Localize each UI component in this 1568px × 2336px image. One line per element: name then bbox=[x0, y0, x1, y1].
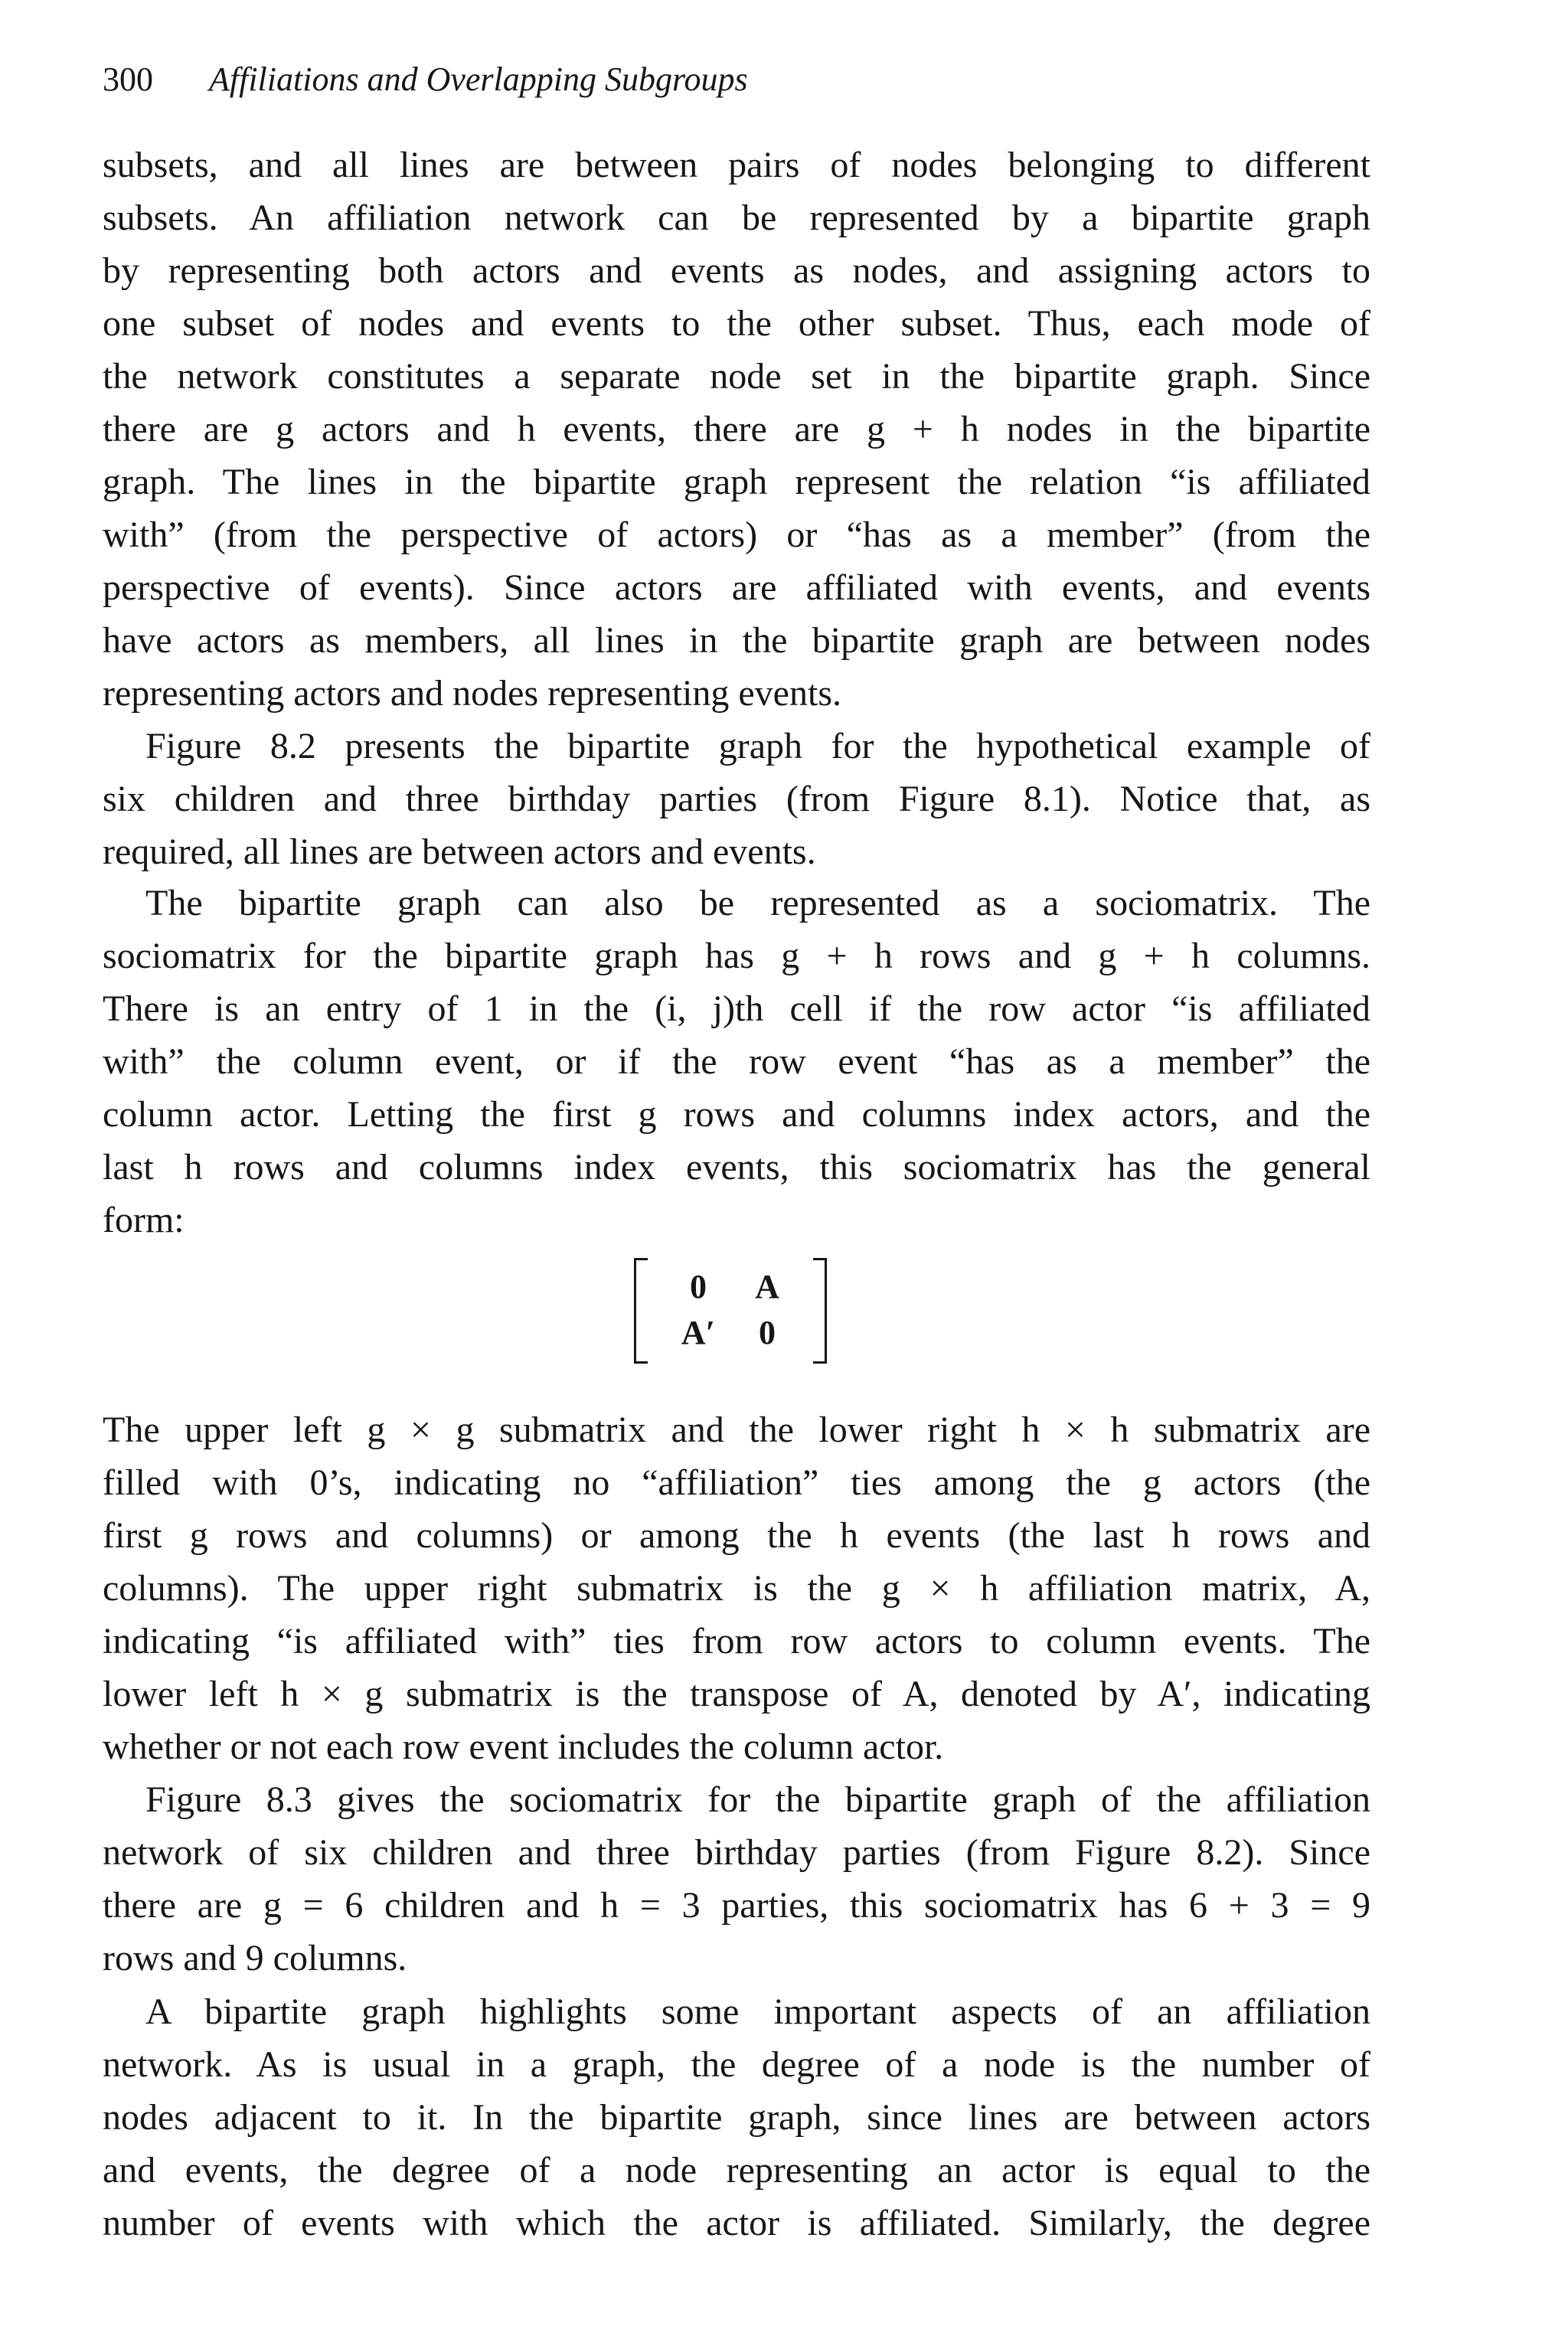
text-line: sociomatrix for the bipartite graph has g + h rows and g + h columns. bbox=[103, 936, 1370, 976]
text-line: whether or not each row event includes the column actor. bbox=[103, 1727, 944, 1767]
matrix-cell-top-left: 0 bbox=[690, 1268, 707, 1305]
text-line: There is an entry of 1 in the (i, j)th cell if the row actor “is affiliated bbox=[103, 988, 1370, 1029]
text-line: with” (from the perspective of actors) or “has as a member” (from the bbox=[103, 515, 1370, 555]
text-line: nodes adjacent to it. In the bipartite graph, since lines are between actors bbox=[103, 2097, 1370, 2138]
paragraph-sociomatrix bbox=[103, 877, 1370, 1246]
text-line: have actors as members, all lines in the bipartite graph are between nodes bbox=[103, 620, 1370, 661]
matrix-right-bracket bbox=[813, 1258, 827, 1364]
text-line: there are g = 6 children and h = 3 parties, this sociomatrix has 6 + 3 = 9 bbox=[103, 1885, 1370, 1926]
text-line: rows and 9 columns. bbox=[103, 1938, 407, 1978]
text-line: The upper left g × g submatrix and the lower right h × h submatrix are bbox=[103, 1410, 1370, 1450]
matrix-left-bracket bbox=[634, 1258, 648, 1364]
text-line: filled with 0’s, indicating no “affiliation” ties among the g actors (the bbox=[103, 1462, 1370, 1503]
text-line: form: bbox=[103, 1200, 185, 1240]
text-line: subsets. An affiliation network can be represented by a bipartite graph bbox=[103, 198, 1370, 238]
running-title: Affiliations and Overlapping Subgroups bbox=[209, 60, 748, 98]
text-line: network of six children and three birthday parties (from Figure 8.2). Since bbox=[103, 1832, 1370, 1873]
text-line: and events, the degree of a node representing an actor is equal to the bbox=[103, 2150, 1370, 2191]
block-matrix bbox=[631, 1258, 830, 1364]
text-line: perspective of events). Since actors are affiliated with events, and events bbox=[103, 567, 1370, 608]
text-line: one subset of nodes and events to the other subset. Thus, each mode of bbox=[103, 303, 1370, 344]
text-line: The bipartite graph can also be represented as a sociomatrix. The bbox=[145, 883, 1370, 923]
paragraph-bipartite-definition bbox=[103, 139, 1370, 720]
page-number: 300 bbox=[103, 60, 153, 98]
page-header bbox=[103, 58, 748, 101]
text-line: network. As is usual in a graph, the degree of a node is the number of bbox=[103, 2044, 1370, 2085]
text-line: column actor. Letting the first g rows and columns index actors, and the bbox=[103, 1094, 1370, 1135]
text-line: last h rows and columns index events, this sociomatrix has the general bbox=[103, 1147, 1370, 1188]
text-line: representing actors and nodes representing events. bbox=[103, 673, 841, 714]
text-line: required, all lines are between actors and events. bbox=[103, 831, 816, 872]
text-line: six children and three birthday parties (from Figure 8.1). Notice that, as bbox=[103, 779, 1370, 819]
text-line: columns). The upper right submatrix is the g × h affiliation matrix, A, bbox=[103, 1568, 1370, 1609]
text-line: first g rows and columns) or among the h events (the last h rows and bbox=[103, 1515, 1370, 1556]
text-line: A bipartite graph highlights some important aspects of an affiliation bbox=[145, 1991, 1370, 2032]
text-line: Figure 8.3 gives the sociomatrix for the bipartite graph of the affiliation bbox=[145, 1779, 1370, 1820]
text-line: indicating “is affiliated with” ties from row actors to column events. The bbox=[103, 1621, 1370, 1661]
matrix-cell-bottom-right: 0 bbox=[759, 1314, 776, 1351]
matrix-cell-bottom-left: A′ bbox=[681, 1314, 716, 1351]
paragraph-figure-8-3 bbox=[103, 1773, 1370, 1985]
text-line: there are g actors and h events, there are g + h nodes in the bipartite bbox=[103, 409, 1370, 449]
paragraph-submatrices bbox=[103, 1403, 1370, 1773]
text-line: lower left h × g submatrix is the transpose of A, denoted by A′, indicating bbox=[103, 1674, 1370, 1714]
paragraph-degree bbox=[103, 1985, 1370, 2249]
paragraph-figure-8-2 bbox=[103, 720, 1370, 878]
text-line: by representing both actors and events as nodes, and assigning actors to bbox=[103, 250, 1370, 291]
text-line: graph. The lines in the bipartite graph represent the relation “is affiliated bbox=[103, 462, 1370, 502]
matrix-cell-top-right: A bbox=[755, 1268, 779, 1305]
text-line: subsets, and all lines are between pairs of nodes belonging to different bbox=[103, 145, 1370, 185]
text-line: the network constitutes a separate node set in the bipartite graph. Since bbox=[103, 356, 1370, 397]
text-line: number of events with which the actor is affiliated. Similarly, the degree bbox=[103, 2203, 1370, 2243]
text-line: Figure 8.2 presents the bipartite graph for the hypothetical example of bbox=[145, 726, 1370, 766]
text-line: with” the column event, or if the row event “has as a member” the bbox=[103, 1041, 1370, 1082]
